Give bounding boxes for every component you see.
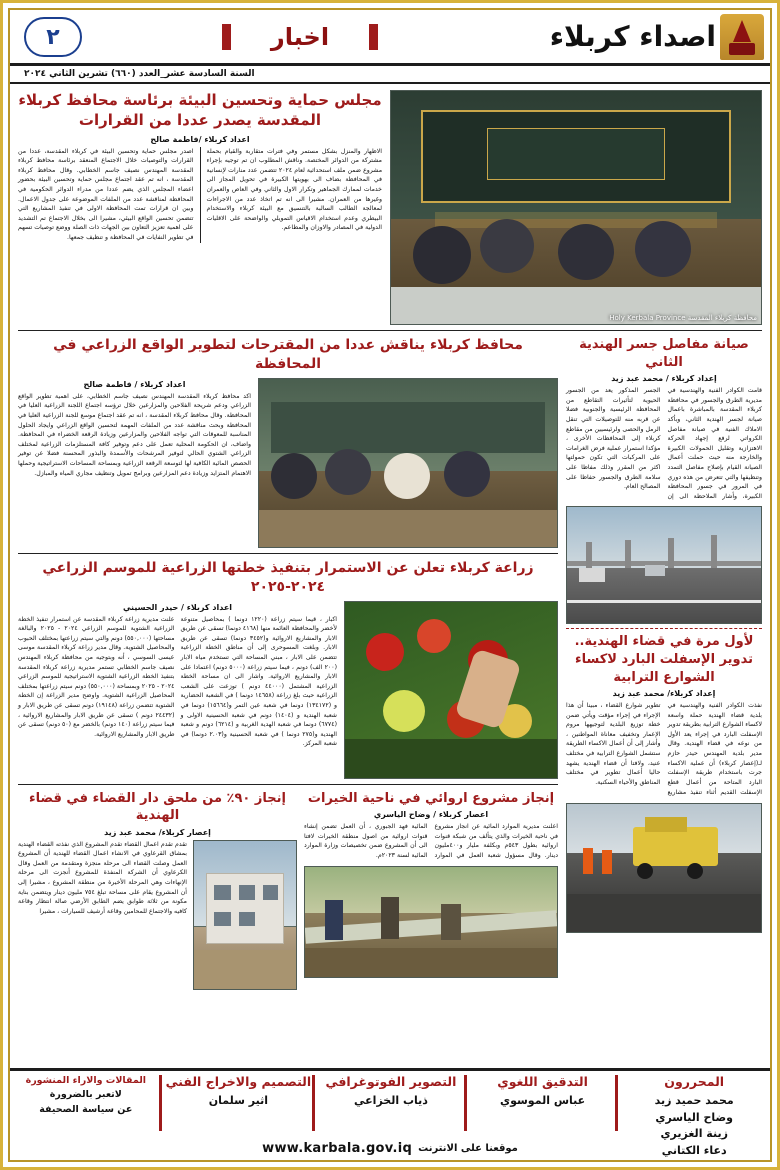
- disclaimer-line-3: عن سياسة الصحيفة: [39, 1103, 133, 1115]
- agri-plan-text-col-1: اكبار ، قيما سيتم زراعة (١٢٢٠ دونما ) بمحاصيل متنوعة لأخضر والمحافظة العائمة منها (٤١٦٨ دونما) تسقى عن طريق الابار والمشاريع الاروائية و(٣٤٥٢ دونما) تسقى عن طريق الابار. وبلغت المسوحرى إلى أن مناطق الخطة الزراعية تتضمن على الابار ، مبني المساحة التي تستخدم مياه الابار (٢٠٠ الف) دونم ، فيما سيتم زراعة (٥٠٠٠ دونم) اعتمادا على الابار والمشاريع الاروائية. واشار الى ان مساحة الخطة الزراعية المشتمل (٤٤٠٠٠ دونم ) توزعت على الشعب الزراعية حيث بلغ زراعة (١٤٦٥٨ دونما ) في الشعبة الحضارية و (١٣٤١٧٢) دونما في شعبة عين التمر و(١٥٦٦٤) دونما في شعبة الهندية و (١٤٠٤) دونم في شعبة الحسينية الاولى و (٦٧٧٤) دونما في شعبة الهدية الغربية و (٦٢١٤) دونم و شعبة الهندية و(٢٧٥ دونما ) في شعبة الحسينية و(٢.٠٣ دونما) في شعبة المركز.: [180, 615, 338, 748]
- brand-name: اصداء كربلاء: [549, 20, 716, 53]
- footer-title-design: التصميم والاخراج الفني: [165, 1074, 312, 1089]
- bridge-headline: صيانة مفاصل جسر الهندية الثاني: [579, 337, 749, 370]
- row-bottom-right: [18, 790, 558, 990]
- disclaimer-line-2: لاتعبر بالضرورة: [49, 1089, 122, 1101]
- court-annex-text: تقدم تقدم اعمال القضاء تقدم المشروع الذي نفذته القضاء الهندية بمشاق القرعاوي في الانشاء اعمال القضاء للهندية أن المشروع العمل وصلت القضاء الى مرحلة منجزة ومتقدمة من العمل وقال الكرعاوي أن الشركة المنفذة للمشروع أنجزت الى مرحلة الإنهاءات وهي المرحلة الأخيرة من منطقة المشروع ، مشيرا إلى أن المشروع يقام على مساحة تبلغ ٧٥٤ مليون دينار ويتضمن بناية مكونة من ثلاثة طوابق يضم الطابق الأرضي صالة انتظار وقاعة كافيه والاجتماع للمحامين وقاعة أرشيف للسيارات ، مشيرا: [18, 840, 187, 915]
- website-url[interactable]: www.karbala.gov.iq: [262, 1141, 413, 1156]
- decorative-bar-right: [222, 24, 231, 50]
- issue-line: السنة السادسة عشر_العدد (٦٦٠) تشرين الثاني ٢٠٢٤: [24, 69, 255, 79]
- photo-scene-building: [194, 841, 296, 989]
- page-content: [10, 84, 770, 990]
- designer-name: اثير سلمان: [208, 1094, 269, 1107]
- left-column: [566, 336, 762, 990]
- photo-scene-road: [567, 507, 761, 623]
- agri-plan-text-block: [18, 601, 337, 779]
- footer-cell-design: [162, 1071, 316, 1135]
- irwaniya-block: [304, 790, 558, 990]
- lead-text-col-2: اصدر مجلس حماية وتحسين البيئة في كربلاء المقدسة، عددا من القرارات والتوصيات خلال الاجتماع المنعقد برئاسة محافظ كربلاء المقدسة المهندس نصيف جاسم الخطابي. وقال محافظ كربلاء المقدسة ، انه تم عقد اجتماع مجلس حماية وتحسين البيئة بحضور اعضاء المجلس الذي يضم عددا من مدراء الدوائر الحكومية في المحافظة لمناقشة عدد من الملفات الموضوعة على جدول الاعمال. وبين ان قرارات تمت المحافظة الاولى في تنفيذ المشاريع التي تتضمن تحسين الواقع البيئي، مشيرا الى بخلال الاجتماع تم التشديد على اهمية تعزيز التعاون بين الجهات ذات الصلة ووضع توصيات تسهم في تطوير النفايات في المحافظة و تنظيف جمعها.: [18, 147, 201, 243]
- proofreader-name: عباس الموسوي: [500, 1094, 586, 1107]
- newspaper-logo-icon: [720, 14, 764, 60]
- divider-dotted-left: [566, 628, 762, 629]
- page-number-badge: ٢: [24, 17, 82, 57]
- footer-title-proofreading: التدقيق اللغوي: [497, 1074, 588, 1089]
- court-annex-block: [18, 790, 297, 990]
- bridge-photo: [566, 506, 762, 624]
- editor-name-1: محمد حميد زيد: [654, 1094, 734, 1107]
- disclaimer-line-1: المقالات والاراء المنشورة: [25, 1075, 147, 1086]
- irwaniya-byline: اعصار كربلاء / وضاح الياسري: [373, 810, 489, 820]
- agri-proposals-text-block: [18, 378, 251, 548]
- row-two: [18, 336, 762, 990]
- asphalt-photo: [566, 803, 762, 933]
- irwaniya-headline: إنجاز مشروع اروائي في ناحية الخيرات: [307, 790, 555, 806]
- agri-plan-photo: [344, 601, 558, 779]
- section-title: اخبار: [270, 22, 330, 51]
- footer-cell-photography: [315, 1071, 467, 1135]
- masthead: [10, 10, 770, 66]
- divider-1: [18, 330, 762, 331]
- footer-cell-editors: [618, 1071, 770, 1157]
- footer: [10, 1068, 770, 1160]
- court-annex-byline: إعصار كربلاء/ محمد عبد زيد: [104, 827, 211, 837]
- agri-proposals-photo: [258, 378, 558, 548]
- brand: [549, 12, 764, 62]
- editor-name-3: زينة الغزيري: [660, 1127, 728, 1140]
- lead-byline: اعداد كربلاء /فاطمة صالح: [150, 134, 250, 144]
- photo-scene-paving: [567, 804, 761, 932]
- photographer-name: ذياب الخزاعي: [354, 1094, 428, 1107]
- lead-headline: مجلس حماية وتحسين البيئة برئاسة محافظ كربلاء المقدسة يصدر عددا من القرارات: [18, 91, 382, 130]
- right-column: [18, 336, 558, 990]
- photo-scene-tomato: [345, 602, 557, 778]
- photo-scene-pipe: [305, 867, 557, 977]
- decorative-bar-left: [369, 24, 378, 50]
- lead-story-text-block: [18, 90, 382, 325]
- agri-plan-byline: اعداد كربلاء / حيدر الحسيني: [122, 602, 233, 612]
- footer-cell-disclaimer: [10, 1071, 162, 1135]
- court-annex-headline: إنجاز ٩٠٪ من ملحق دار القضاء في قضاء الهندية: [29, 790, 286, 824]
- asphalt-headline: لأول مرة في قضاء الهندية.. تدوير الإسفلت البارد لاكساء الشوارع الترابية: [574, 634, 754, 685]
- website-label: موقعنا على الانترنت: [418, 1143, 518, 1154]
- agri-plan-headline: زراعة كربلاء تعلن عن الاستمرار بتنفيذ خطتها الزراعية للموسم الزراعي ٢٠٢٤-٢٠٢٥: [42, 559, 534, 595]
- agri-proposals-byline: اعداد كربلاء / فاطمة صالح: [83, 379, 186, 389]
- photo-caption: محافظة كربلاء المقدسة Holy Kerbala Province: [609, 314, 757, 322]
- asphalt-text: نفذت الكوادر الفنية والهندسية في بلدية قضاء الهندية حملة واسعة لاكساء الشوارع الترابية بطريقة تدوير الإسفلت البارد في إجراء يعد الأول من نوعه في قضاء الهندية. وقال مدير بلدية المهندس حيدر حازم لـ(إعصار كربلاء) أن عملية الاكساء جرت باستخدام طريقة الإسفلت البارد المتاحة من أعمال قطع الإسفلت القديم أثناء تنفيذ مشاريع تطوير شوارع القضاء ، مبينا أن هذا الإجراء في إجراء مؤقت ويأتي ضمن خطة توزيع البلدية لتوجيهها مروم الإعمار وتخفيف معاناة المواطنين ، وأشار إلى أن أعمال الاكساء الطريقة ستشمل الشوارع الترابية في مختلف عنيد، ولافتا أن قضاء الهندية يشهد حاليا أعمال تطوير في مختلف المناطق والأحياء السكنية.: [566, 702, 762, 796]
- footer-title-editors: المحررون: [664, 1074, 725, 1089]
- editor-name-4: دعاء الكتاني: [661, 1143, 727, 1157]
- irwaniya-text: اعلنت مديرية الموارد المائية عن انجاز مشروع في ناحية الخيرات والذي يتألف من شبكة قنوات اروائية بطول ٥٤٣م وبكلفة مليار و٤٠٠مليون دينار. وقال مسؤول شعبة العمل في الموارد المائية فهد الجبوري ، أن العمل تضمن إنشاء قنوات اروائية من اصول منطقة الخيرات لافتا الى أن المشروع ضمن تخصيصات وزارة الموارد المائية لسنة ٢٠٢٣م.: [304, 823, 558, 859]
- agri-proposals-headline: محافظ كربلاء يناقش عددا من المقترحات لتطوير الواقع الزراعي في المحافظة: [53, 337, 523, 372]
- page-inner-border: [8, 8, 772, 1162]
- court-annex-photo: [193, 840, 297, 990]
- irwaniya-photo: [304, 866, 558, 978]
- lead-text-col-1: الاظهار والمنزل بشكل مستمر وفي فترات متقاربة والقيام بحملة مشتركة من الدوائر المختصة. وناقش المطلوب ان تم توجيه بإجراء مشروع ضمن ملف استحداثية لعام ٢٠٢٤ تتضمن عدد منارات لإنسانية في المحافظة بضاف الى بهويتها الكبيرة في تحويل المجاز الى خدمات لممارك الجماهير وتكرار الاول والثاني وفي العاص والعمران وغيرها من العمران. مشيرا الى انه تم اتخاذ عدد من الاجراءات لمعالجة الطالب السالبة بالتنسيق مع البيئة كربلاء والاستخدام البيطري وعدم استخدام الاقياس التمويلي والواضحة على الاقليات الدولية في المصادر والاوزان والمطاعم.: [206, 147, 383, 232]
- divider-3: [18, 784, 558, 785]
- agri-plan-text-col-2: علنت مديرية زراعة كربلاء المقدسة عن استمرار تنفيذ الخطة الزراعية الشتوية للموسم الزراعي ٢٠٢٤ - ٢٠٢٥ والبالغة مساحتها (٥٥٠,٠٠٠) دونم والتي سيتم زراعتها بمختلف الحبوب والمحاصيل الشتوية. وقال مدير زراعة كربلاء المقدسة موسى عيسى السوسي ، أنه وبتوجيه من محافظة كربلاء المهندس نصيف جاسم الخطابي تستمر مديرية زراعة كربلاء المقدسة بتنفيذ الخطة الزراعية الشتوية الاستراتيجية للموسم الزراعي ٢٠٢٤ - ٢٠٢٥ وبمساحة (٥٥٠,٠٠٠) دونم سيتم زراعتها بمختلف المحاصيل الزراعية الشتوية. واوضح مدير الزراعة إن الخطة الشتوية تتضمن زراعة (١٩١٤٨) دونم تسقى عن طريق الابار و (٢٤٤٣٢ دونم ) تسقى عن طريق الابار والمشاريع الاروائية ، فيما سيتم زراعة (١٤٠ دونم) بالخضر مع (٥٠ دونم) تسقى عن طريق الابار والمشاريع الاروائية.: [18, 615, 175, 738]
- photo-scene-meeting-2: [259, 379, 557, 547]
- lead-story-row: [18, 90, 762, 325]
- editor-name-2: وضاح الياسري: [655, 1110, 733, 1124]
- divider-2: [18, 553, 558, 554]
- footer-title-photography: التصوير الفوتوغرافي: [325, 1074, 457, 1089]
- bridge-byline: إعداد كربلاء / محمد عبد زيد: [611, 374, 717, 384]
- photo-scene-meeting: [391, 91, 761, 324]
- agri-proposals-text: اكد محافظ كربلاء المقدسة المهندس نصيف جاسم الخطابي، على اهمية تطوير الواقع الزراعي ودعم شريحة الفلاحين والمزارعين خلال ترؤسه اجتماع اللجنة الزراعية العليا في المحافظة. وقال محافظ كربلاء المقدسة ، انه تم عقد اجتماع موسع للجنة الزراعية العليا في المحافظة وبحث مناقشة عدد من الملفات المهمة لتحسين الواقع الزراعي وايجاد الحلول المناسبة للمعوقات التي تواجه الفلاحين والمزارعين وزيادة الرقعة الخضراء في المحافظة. واضاف، ان الحكومة المحلية تعمل على دعم وتوفير كافة المستلزمات الزراعية لمختلف الزراعي الشتوي الحالي لتوفير المرشحات والأسمدة والبذور المحسنة فضلا عن توفير الحصص المائية الكافية لها لتوسعة الرقعة الزراعية وبمساحة المساحات الاستراتيجية وحملها الاهتمام المتزايد وزيادة دعم المزارعين وبرامج تمويل وتنظيف مجاري المياه والمبازل.: [18, 392, 251, 477]
- footer-cell-proofreading: [467, 1071, 619, 1135]
- lead-story-photo: [390, 90, 762, 325]
- asphalt-byline: إعداد كربلاء/ محمد عبد زيد: [612, 689, 716, 699]
- bridge-text: قامت الكوادر الفنية والهندسية في مديرية الطرق والجسور في محافظة كربلاء المقدسة بالمباشرة باعمال صيانة لجسر الهندية الثاني، وبأكد الاملاك الفنية في صيانة مفاصل الكرواتي لرفع إجهاد الحركة الاهتزازية وتقليل الحمولات الكبيرة والخارجة منه حيث حملت أعمال الصيانة القيام بإصلاح مفاصل التمدد وتنظيفها والتي تتعرض من هذه دوري في المرور في جسور المحافظة الكبيرة، وأشار الملاحظة الى إن الجسر المذكور يعد من الجسور الحيوية لتأثيرات التقاطع من المحافظة الرئيسية والجنوبية فضلا عن قربه منه للتوصيلات التي تنقل الرمل والحصى ولرئيسيين من مقاطع كربلاء إلى المحافظات الأخرى ، مؤكدا استمرار عملية فرض الغرامات على المركبات التي تكون حمولتها اكثر من المقرر وذلك مفاظا على سلامة الطرق والجسور حفاظا على المصالح العام.: [566, 387, 762, 500]
- issue-line-bar: [10, 66, 770, 84]
- masthead-center: [10, 10, 590, 63]
